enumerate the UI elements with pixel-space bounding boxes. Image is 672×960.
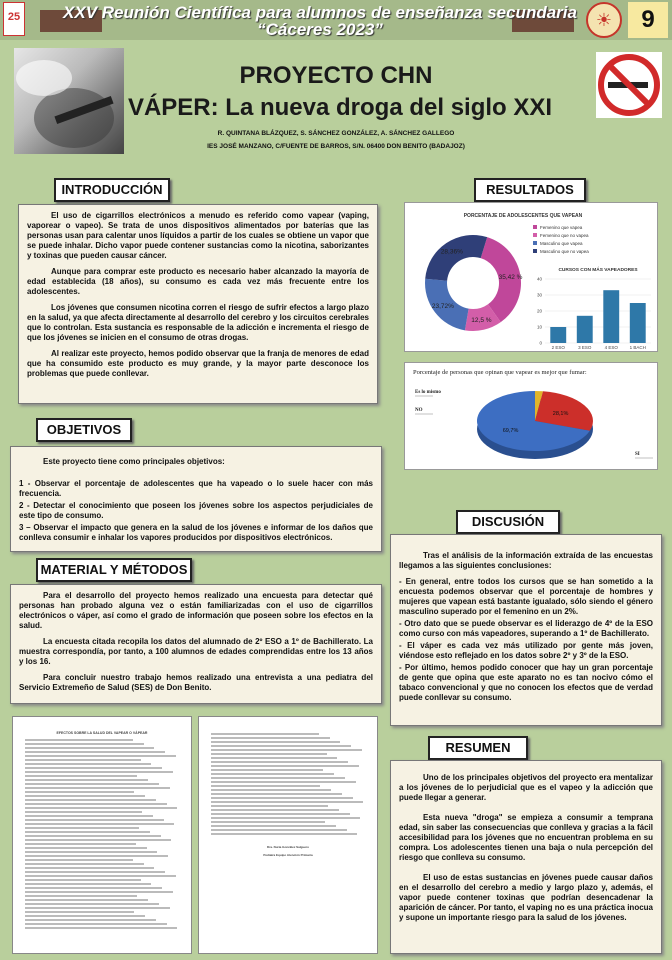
bar [577, 316, 593, 343]
pie-data-label: 28,1% [552, 410, 569, 417]
results-charts-top [404, 202, 658, 352]
objective-item: 2 - Detectar el conocimiento que poseen los jóvenes sobre los aspectos perjudiciales de este tipo de consumo. [19, 501, 373, 520]
document-line [211, 829, 347, 831]
document-line [25, 795, 145, 797]
document-line [211, 781, 356, 783]
donut-slice [425, 235, 487, 281]
discussion-lead: Tras el análisis de la información extraída de las encuestas llegamos a las siguientes conclusiones: [399, 551, 653, 570]
results-heading: RESULTADOS [474, 178, 586, 202]
document-line [25, 867, 154, 869]
x-tick-label: 3 ESO [578, 345, 592, 350]
intro-panel [18, 204, 378, 404]
pie-chart-title: Porcentaje de personas que opinan que vapear es mejor que fumar: [413, 369, 587, 376]
legend-entry: Femenino que no vapea [540, 233, 589, 238]
document-line [25, 763, 151, 765]
y-tick-label: 10 [536, 324, 542, 330]
legend-swatch [533, 225, 537, 229]
document-line [211, 825, 336, 827]
document-signature [211, 845, 365, 857]
intro-paragraph: Al realizar este proyecto, hemos podido observar que la franja de menores de edad que ha consumido este producto es muy grande, y la mayor parte desconoce los problemas que puede conllevar. [27, 349, 369, 378]
document-line [25, 879, 141, 881]
document-line [211, 769, 323, 771]
intro-paragraph: El uso de cigarrillos electrónicos a menudo es referido como vapear (vaping, vaporear o vapeo). Se trata de unos dispositivos alimentados por baterías que las personas usan para calentar unos líquidos a partir de los cuales se obtiene un vapor que se puede inhalar. Dicho vapor puede contener sustancias como la nicotina, saborizantes y toxinas que pueden causar cáncer. [27, 211, 369, 260]
x-tick-label: 1 BACH [629, 345, 646, 350]
legend-entry: Masculino que no vapea [540, 249, 589, 254]
donut-data-label: 28,36% [440, 248, 463, 256]
document-line [211, 817, 360, 819]
pie-legend-entry: SI [635, 452, 640, 457]
document-line [25, 811, 142, 813]
document-line [25, 851, 157, 853]
document-line [25, 911, 134, 913]
document-line [211, 765, 359, 767]
document-line [211, 797, 353, 799]
document-line [25, 787, 170, 789]
pie-legend-entry: NO [415, 408, 423, 413]
poster-number: 9 [628, 2, 668, 38]
bar [630, 303, 646, 343]
discussion-item: - Por último, hemos podido conocer que hay un gran porcentaje de gente que opina que este aparato no es tan nocivo cómo el tabaco convencional y que no conocen los efectos que de verdad puede conllevar su consumo. [399, 663, 653, 702]
methods-paragraph: Para el desarrollo del proyecto hemos realizado una encuesta para detectar qué personas han probado alguna vez o están familiarizadas con el uso de cigarrillos electrónicos o váper, así como el grado de información que poseen sobre los efectos en la salud. [19, 591, 373, 630]
intro-heading: INTRODUCCIÓN [54, 178, 170, 202]
document-line [25, 847, 147, 849]
document-line [25, 871, 165, 873]
discussion-panel [390, 534, 662, 726]
document-text-lines [25, 739, 179, 929]
donut-chart-title: PORCENTAJE DE ADOLESCENTES QUE VAPEAN [463, 213, 583, 219]
intro-paragraph: Aunque para comprar este producto es necesario haber alcanzado la mayoría de edad establecida (18 años), su consumo es cada vez más frecuente entre los adolescentes. [27, 267, 369, 296]
objective-item: 3 – Observar el impacto que genera en la salud de los jóvenes e informar de los daños que conlleva consumir e inhalar los vapores producidos por dispositivos electrónicos. [19, 523, 373, 542]
document-text-lines [211, 733, 365, 835]
pie-slices [477, 391, 593, 451]
discussion-heading: DISCUSIÓN [456, 510, 560, 534]
summary-heading: RESUMEN [428, 736, 528, 760]
bar-chart [537, 266, 651, 350]
document-line [25, 751, 165, 753]
document-line [25, 907, 170, 909]
document-line [25, 799, 156, 801]
document-line [25, 771, 173, 773]
document-line [25, 915, 145, 917]
no-vaping-sign [596, 52, 662, 118]
document-line [211, 813, 350, 815]
x-tick-label: 2 ESO [551, 345, 565, 350]
authors: R. QUINTANA BLÁZQUEZ, S. SÁNCHEZ GONZÁLEZ, A. SÁNCHEZ GALLEGO [217, 130, 455, 137]
anniversary-logo: 25 [3, 2, 25, 36]
document-line [211, 789, 331, 791]
vaper-image [14, 48, 124, 154]
document-line [25, 927, 177, 929]
document-line [25, 823, 174, 825]
legend-swatch [533, 233, 537, 237]
document-line [211, 761, 348, 763]
document-line [25, 791, 134, 793]
x-tick-label: 4 ESO [604, 345, 618, 350]
document-line [25, 759, 141, 761]
document-line [25, 863, 144, 865]
interview-document-page1 [12, 716, 192, 954]
objectives-panel [10, 446, 382, 552]
document-line [25, 775, 137, 777]
document-line [25, 803, 167, 805]
methods-panel [10, 584, 382, 704]
document-line [25, 919, 156, 921]
conference-title [60, 4, 580, 38]
document-line [211, 809, 339, 811]
pie-data-label: 69,7% [502, 428, 519, 435]
project-subtitle: VÁPER: La nueva droga del siglo XXI [127, 94, 553, 121]
document-title: EFECTOS SOBRE LA SALUD DEL VAPEAR O VÁPEAR [56, 731, 148, 735]
document-line [211, 733, 319, 735]
y-tick-label: 30 [536, 292, 542, 298]
signature-name: Dra. Nuria González Salguero [266, 845, 309, 849]
methods-heading: MATERIAL Y MÉTODOS [36, 558, 192, 582]
document-line [25, 859, 133, 861]
document-line [25, 755, 176, 757]
discussion-item: - Otro dato que se puede observar es el liderazgo de 4º de la ESO como curso con más vapeadores, superando a 1º de Bachillerato. [399, 619, 653, 638]
y-tick-label: 0 [539, 340, 542, 346]
document-line [25, 831, 150, 833]
donut-data-label: 12,5 % [471, 317, 492, 325]
document-line [25, 903, 159, 905]
bar [550, 327, 566, 343]
bar-chart-title: CURSOS CON MÁS VAPEADORES [558, 268, 638, 273]
objectives-heading: OBJETIVOS [36, 418, 132, 442]
legend-entry: Masculino que vapea [540, 241, 583, 246]
objectives-lead: Este proyecto tiene como principales objetivos: [43, 457, 225, 466]
document-line [25, 783, 159, 785]
summary-paragraph: Uno de los principales objetivos del proyecto era mentalizar a los jóvenes de lo perjudicial que es el vapeo y la adicción que puede llegar a generar. [399, 773, 653, 802]
document-line [25, 887, 162, 889]
document-line [25, 827, 139, 829]
document-line [211, 737, 330, 739]
project-title: PROYECTO CHN [239, 62, 433, 89]
methods-paragraph: La encuesta citada recopila los datos del alumnado de 2º ESO a 1º de Bachillerato. La muestra correspondía, por tanto, a 100 alumnos de edades comprendidas entre los 13 años y los 16. [19, 637, 373, 666]
document-line [25, 747, 154, 749]
results-chart-bottom [404, 362, 658, 470]
conference-title-line2: “Cáceres 2023” [257, 20, 383, 39]
document-line [211, 773, 334, 775]
document-line [211, 785, 320, 787]
document-line [25, 819, 164, 821]
document-line [25, 835, 161, 837]
document-line [25, 895, 137, 897]
legend-entry: Femenino que vapea [540, 225, 583, 230]
document-line [25, 739, 133, 741]
donut-data-label: 35,42 % [498, 274, 523, 282]
document-line [211, 805, 328, 807]
discussion-item: - En general, entre todos los cursos que se han sometido a la encuesta podemos observar que el porcentaje de hombres y mujeres que vapean está bastante igualado, sólo siendo el género masculino superado por el femenino en un 2%. [399, 577, 653, 616]
pie-chart-opinion [405, 363, 659, 471]
summary-paragraph: Esta nueva "droga" se empieza a consumir a temprana edad, sin saber las consecuencias que conlleva y gracias a la fácil accesibilidad para los jóvenes que no encuentran problema en su compra. Los adolescentes tienen una baja o nula percepción del riesgo que conlleva su consumo. [399, 813, 653, 862]
intro-paragraph: Los jóvenes que consumen nicotina corren el riesgo de sufrir efectos a largo plazo en la salud, ya que afecta directamente al desarrollo del cerebro y los circuitos cerebrales que lo controlan. Esta sustancia es responsable de la adicción e incrementa el riesgo de que los jóvenes se inicien en el consumo de otras drogas. [27, 303, 369, 342]
document-line [25, 779, 148, 781]
document-line [25, 923, 167, 925]
document-line [211, 801, 363, 803]
document-line [25, 875, 176, 877]
y-tick-label: 20 [536, 308, 542, 314]
summary-panel [390, 760, 662, 954]
summary-paragraph: El uso de estas sustancias en jóvenes puede causar daños en el desarrollo del cerebro a medio y largo plazo y, además, el vapor puede contener toxinas que podrían desencadenar la aparición de cáncer. Por tanto, el vaping no es una práctica inocua y supone un importante riesgo para la salud de los jóvenes. [399, 873, 653, 922]
document-line [211, 777, 345, 779]
document-line [25, 815, 153, 817]
document-line [25, 883, 151, 885]
legend-swatch [533, 249, 537, 253]
signature-role: Pediatra Equipo Atención Primaria [263, 853, 313, 857]
document-line [25, 899, 148, 901]
document-line [211, 745, 351, 747]
document-line [25, 743, 144, 745]
document-line [25, 767, 162, 769]
document-line [25, 891, 173, 893]
document-line [211, 833, 357, 835]
document-line [25, 839, 171, 841]
legend-swatch [533, 241, 537, 245]
document-line [211, 753, 327, 755]
document-line [211, 757, 337, 759]
interview-document-page2 [198, 716, 378, 954]
donut-chart [425, 235, 523, 331]
document-line [25, 807, 177, 809]
objective-item: 1 - Observar el porcentaje de adolescentes que ha vapeado o lo suele hacer con más frecuencia. [19, 479, 373, 498]
document-line [211, 821, 325, 823]
school-address: IES JOSÉ MANZANO, C/FUENTE DE BARROS, S/N. 06400 DON BENITO (BADAJOZ) [207, 143, 465, 150]
methods-paragraph: Para concluir nuestro trabajo hemos realizado una entrevista a una pediatra del Servicio Extremeño de Salud (SES) de Don Benito. [19, 673, 373, 692]
donut-legend [533, 225, 589, 254]
vaping-photo [14, 48, 124, 154]
donut-data-label: 23,72% [431, 303, 454, 311]
document-line [211, 741, 340, 743]
document-line [211, 793, 342, 795]
document-line [211, 749, 362, 751]
no-vaping-icon [596, 52, 662, 118]
bar [603, 290, 619, 343]
pie-legend-entry: Es lo mismo [415, 390, 441, 395]
y-tick-label: 40 [536, 276, 542, 282]
donut-and-bar-charts [405, 203, 659, 353]
sun-logo-icon: ☀ [586, 2, 622, 38]
document-line [25, 855, 168, 857]
discussion-item: - El váper es cada vez más utilizado por gente más joven, viéndose esto reflejado en los datos sobre 2º y 3º de la ESO. [399, 641, 653, 660]
pie-chart [415, 390, 653, 459]
conference-title-line1: XXV Reunión Científica para alumnos de enseñanza secundaria [63, 3, 577, 22]
document-line [25, 843, 136, 845]
